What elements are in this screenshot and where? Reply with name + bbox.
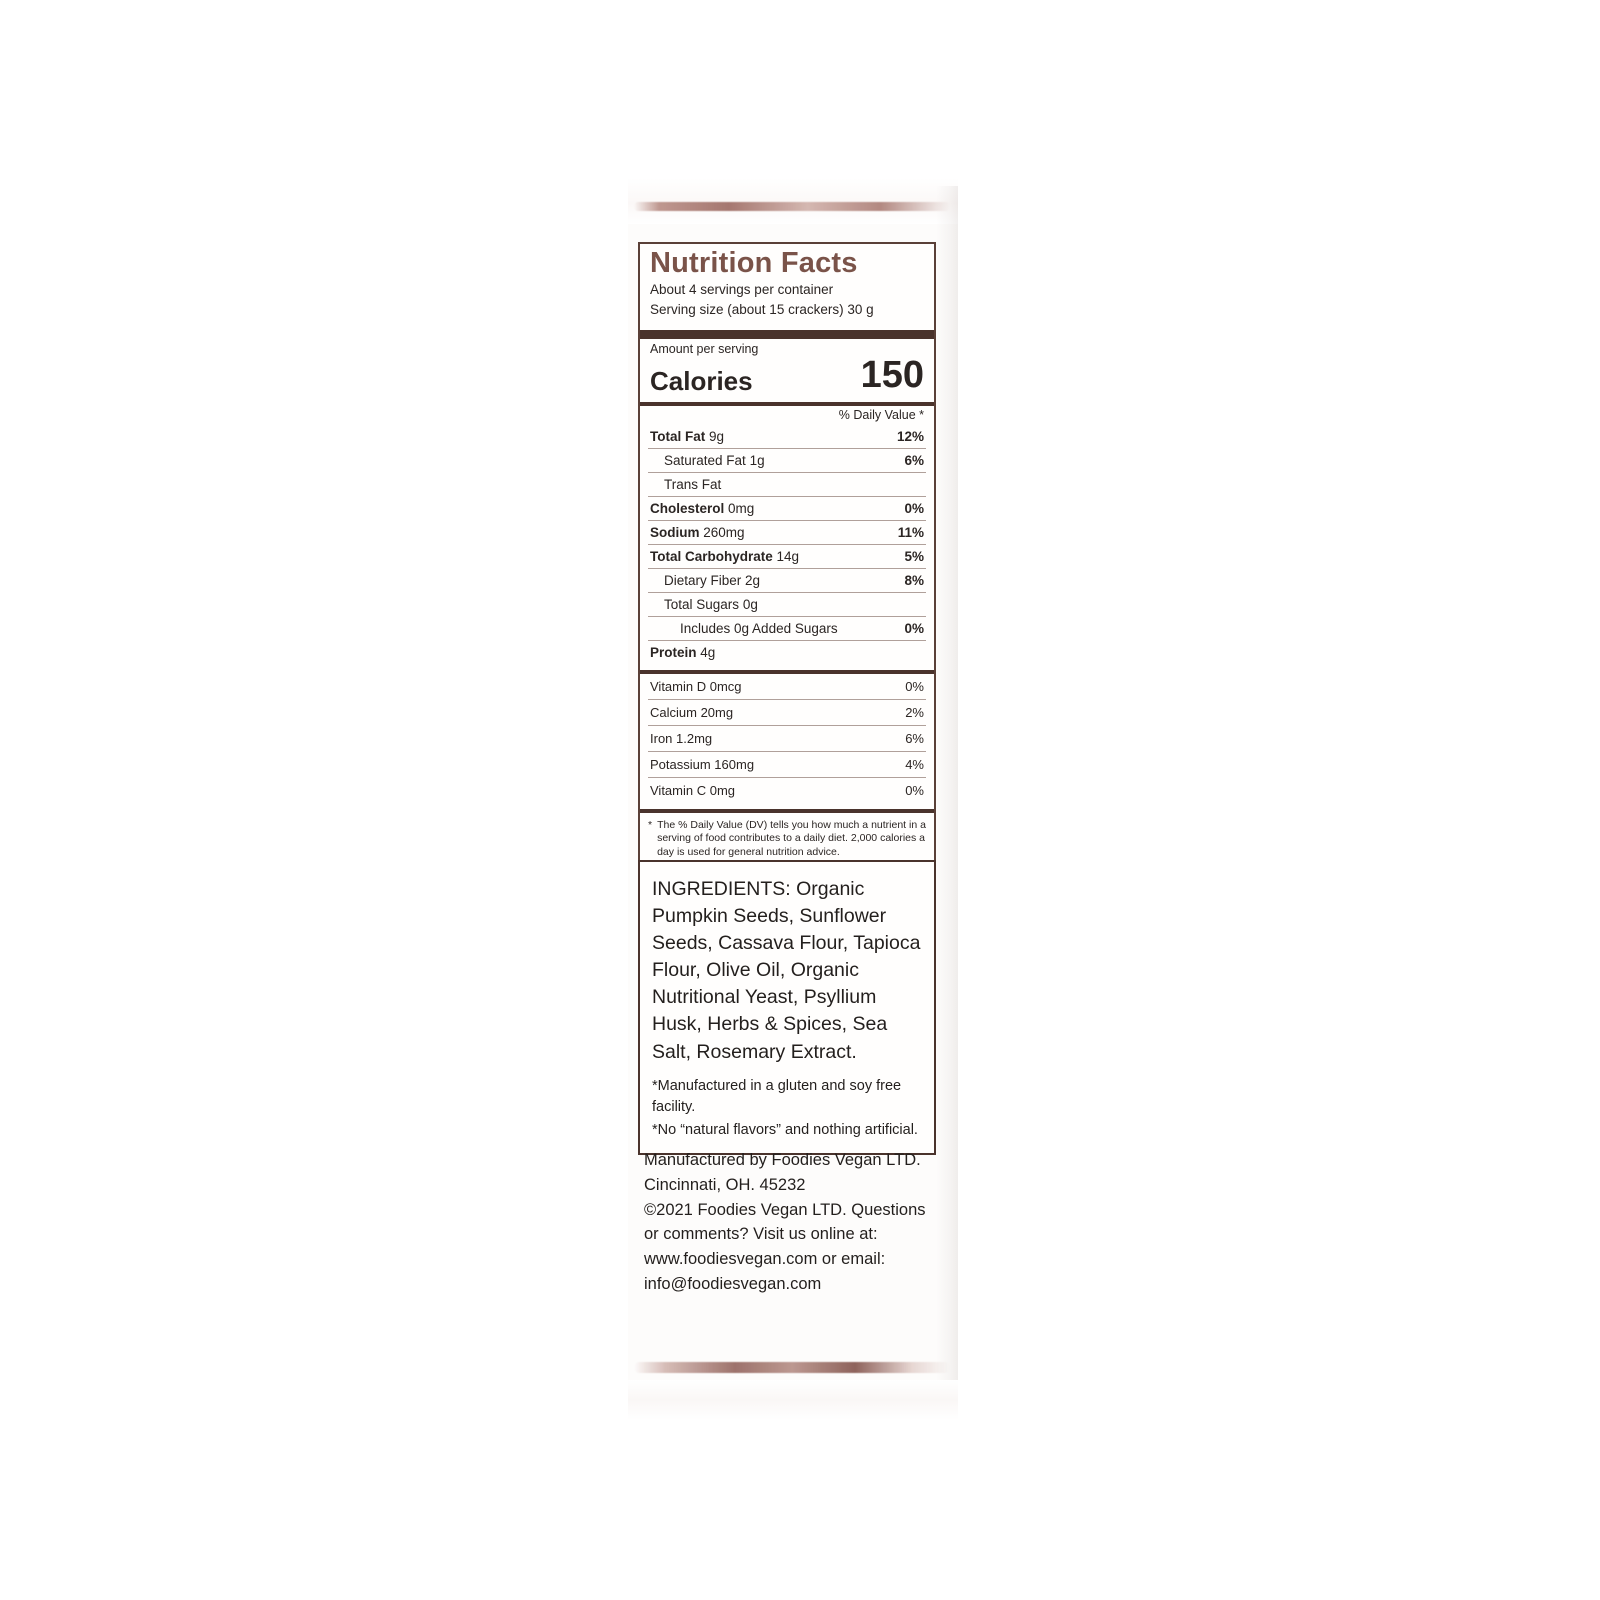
divider-thick-top	[640, 330, 934, 339]
micronutrient-table	[648, 674, 926, 803]
amount-per-serving-label: Amount per serving	[650, 341, 759, 356]
table-row	[648, 592, 926, 616]
table-row	[648, 674, 926, 700]
table-row	[648, 616, 926, 640]
ingredients-panel	[638, 860, 936, 1155]
micronutrient-name: Vitamin D 0mcg	[650, 678, 742, 694]
nutrient-dv: 0%	[868, 496, 926, 520]
calories-label: Calories	[650, 365, 753, 396]
nutrition-facts-title: Nutrition Facts	[650, 247, 858, 279]
ingredients-list: INGREDIENTS: Organic Pumpkin Seeds, Sunflower Seeds, Cassava Flour, Tapioca Flour, Olive Oil, Organic Nutritional Yeast, Psyllium Husk, Herbs & Spices, Sea Salt, Rosemary Extract.	[652, 878, 921, 1063]
micronutrient-dv: 6%	[868, 725, 926, 751]
micronutrient-name: Vitamin C 0mg	[648, 777, 868, 803]
no-natural-flavors-note: *No “natural flavors” and nothing artificial.	[652, 1121, 918, 1138]
package-right-shadow	[936, 186, 958, 1412]
nutrient-dv: 8%	[868, 568, 926, 592]
micronutrient-name: Iron 1.2mg	[648, 725, 868, 751]
daily-value-header: % Daily Value *	[838, 407, 924, 422]
micronutrient-name: Calcium 20mg	[648, 699, 868, 725]
nutrient-table	[648, 425, 926, 664]
nutrient-name: Total Sugars 0g	[648, 592, 868, 616]
package-bottom-ink-streak	[634, 1362, 950, 1373]
contact-line: or comments? Visit us online at:	[644, 1225, 878, 1244]
nutrient-name: Total Fat 9g	[650, 428, 725, 444]
website-line: www.foodiesvegan.com or email:	[644, 1250, 886, 1268]
facility-note: *Manufactured in a gluten and soy free facility.	[652, 1077, 902, 1115]
calories-value: 150	[860, 353, 924, 396]
footnote-text: The % Daily Value (DV) tells you how much a nutrient in a serving of food contributes to a daily diet. 2,000 calories a day is used for general nutrition advice.	[657, 818, 926, 859]
table-row	[648, 496, 926, 520]
nutrient-dv	[868, 472, 926, 496]
package-bottom-edge	[628, 1380, 958, 1420]
copyright-line: ©2021 Foodies Vegan LTD. Questions	[644, 1200, 926, 1219]
table-row	[648, 751, 926, 777]
nutrient-name: Total Carbohydrate 14g	[648, 544, 868, 568]
nutrient-name: Trans Fat	[648, 472, 868, 496]
table-row	[648, 520, 926, 544]
manufacturer-line-2: Cincinnati, OH. 45232	[644, 1175, 806, 1194]
package-top-ink-streak	[634, 202, 950, 211]
nutrient-name: Dietary Fiber 2g	[648, 568, 868, 592]
servings-per-container: About 4 servings per container	[650, 282, 834, 298]
table-row	[648, 448, 926, 472]
package-top-edge	[628, 178, 958, 224]
nutrient-dv: 11%	[868, 520, 926, 544]
nutrient-dv: 12%	[896, 428, 924, 444]
email-line: info@foodiesvegan.com	[644, 1274, 822, 1293]
nutrient-name: Saturated Fat 1g	[648, 448, 868, 472]
table-row	[648, 544, 926, 568]
nutrient-dv: 0%	[868, 616, 926, 640]
micronutrient-name: Potassium 160mg	[648, 751, 868, 777]
micronutrient-dv: 2%	[868, 699, 926, 725]
table-row	[648, 725, 926, 751]
table-row	[648, 568, 926, 592]
nutrient-dv: 5%	[868, 544, 926, 568]
table-row	[648, 777, 926, 803]
nutrient-name: Protein 4g	[648, 640, 868, 664]
footnote-asterisk: *	[648, 818, 653, 831]
nutrient-dv	[868, 640, 926, 664]
calories-row	[648, 353, 926, 396]
micronutrient-dv: 0%	[905, 678, 924, 694]
table-row	[648, 425, 926, 449]
nutrient-name: Sodium 260mg	[648, 520, 868, 544]
micronutrient-dv: 4%	[868, 751, 926, 777]
serving-size: Serving size (about 15 crackers) 30 g	[650, 302, 874, 317]
manufacturer-line-1: Manufactured by Foodies Vegan LTD.	[644, 1151, 921, 1169]
nutrient-name: Cholesterol 0mg	[648, 496, 868, 520]
nutrient-name: Includes 0g Added Sugars	[648, 616, 868, 640]
micronutrient-dv: 0%	[868, 777, 926, 803]
nutrient-dv	[868, 592, 926, 616]
table-row	[648, 699, 926, 725]
daily-value-footnote	[640, 813, 934, 867]
table-row	[648, 640, 926, 664]
table-row	[648, 472, 926, 496]
nutrient-dv: 6%	[868, 448, 926, 472]
nutrition-facts-panel	[638, 242, 936, 868]
manufacturer-info	[644, 1148, 936, 1297]
